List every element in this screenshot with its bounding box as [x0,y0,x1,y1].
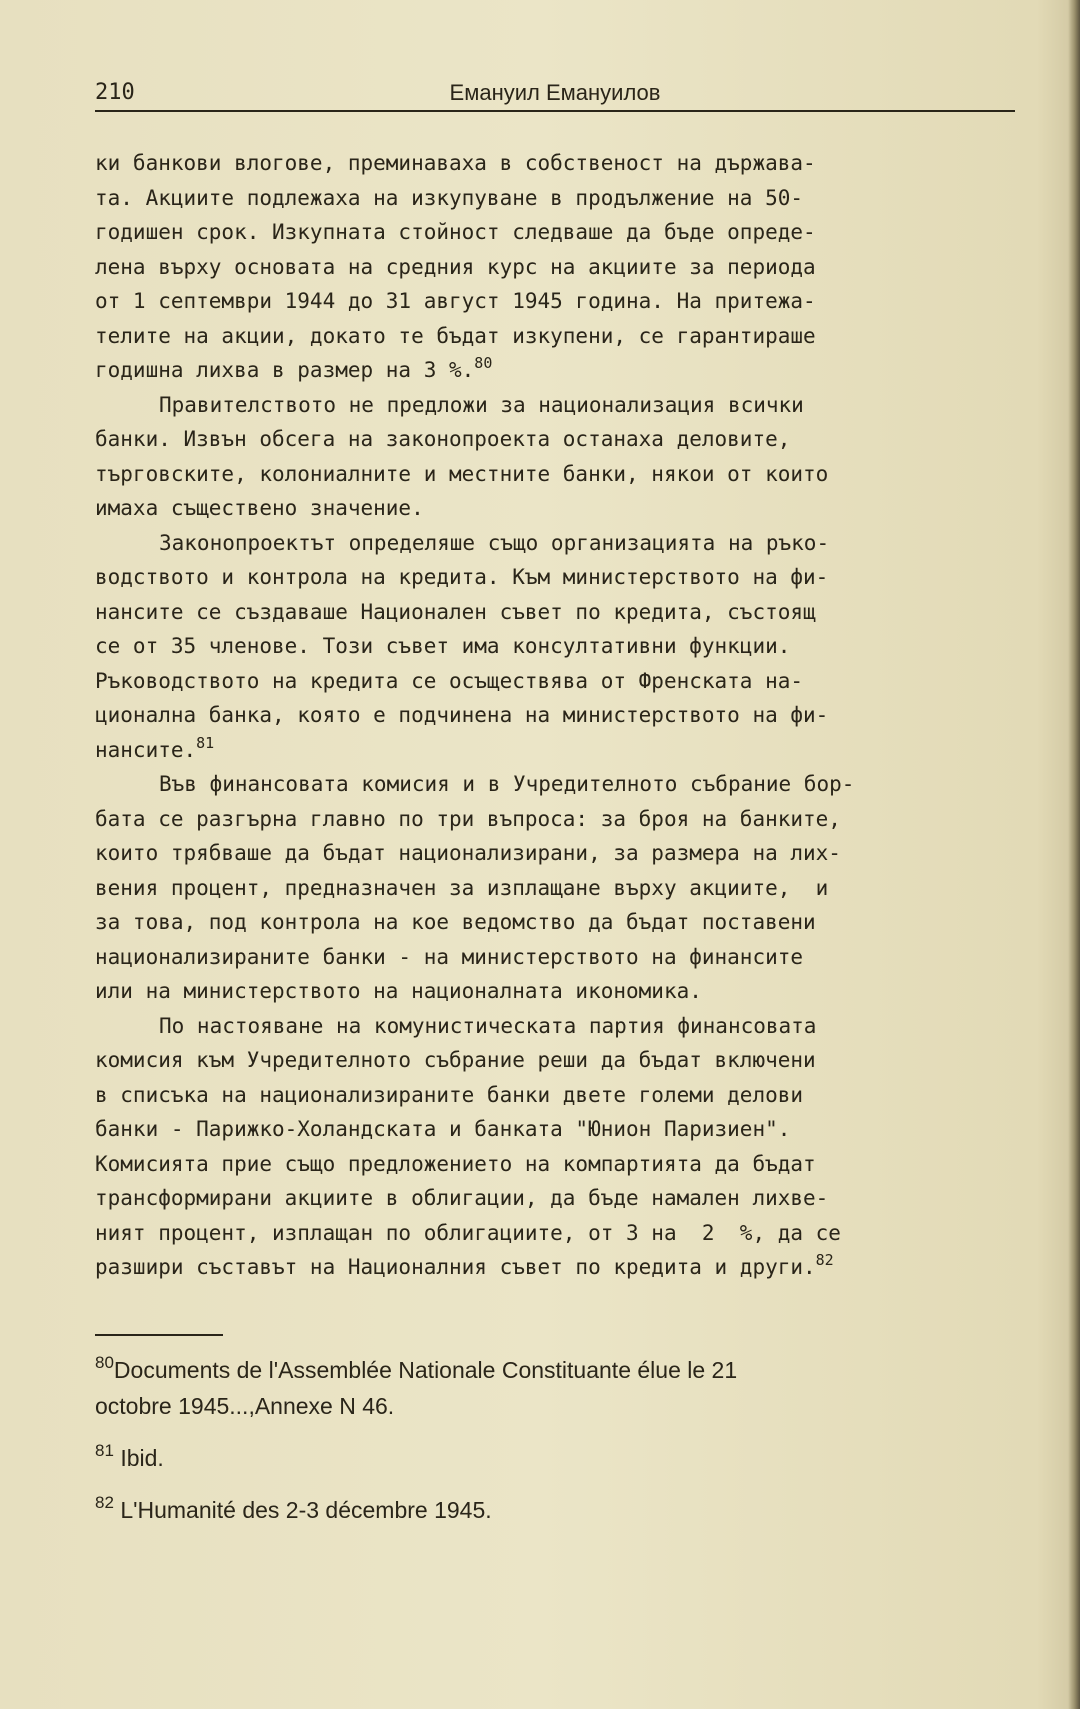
text-segment: годишна лихва в размер на 3 %. [95,358,475,382]
footnote-80 [95,1352,1035,1424]
text-line: нансите се създаваше Национален съвет по кредита, състоящ [95,599,816,624]
paragraph-2 [95,388,1035,526]
footnote-82 [95,1492,1035,1528]
text-line: Ръководството на кредита се осъществява от Френската на- [95,668,804,693]
text-line: та. Акциите подлежаха на изкупуване в продължение на 50- [95,185,804,210]
footnote-text: Ibid. [120,1445,164,1471]
running-head: Емануил Емануилов [449,80,661,105]
footnote-text: Documents de l'Assemblée Nationale Constituante élue le 21 [113,1357,738,1383]
footnote-line [95,1440,1035,1476]
text-segment: разшири съставът на Националния съвет по кредита и други. [95,1255,816,1279]
text-line: лена върху основата на средния курс на акциите за периода [95,254,816,279]
text-line: в списъка на национализираните банки двете големи делови [95,1082,804,1107]
text-line: се от 35 членове. Този съвет има консултативни функции. [95,634,791,658]
text-line: комисия към Учредителното събрание реши да бъдат включени [95,1048,816,1072]
text-line: от 1 септември 1944 до 31 август 1945 година. На притежа- [95,289,816,313]
text-line: Законопроектът определяше също организацията на ръко- [159,530,830,555]
text-line: търговските, колониалните и местните банки, някои от които [95,461,829,486]
footnote-81 [95,1440,1035,1476]
text-line: бата се разгърна главно по три въпроса: за броя на банките, [95,806,841,831]
text-line [95,1250,1035,1285]
text-line: По настояване на комунистическата партия финансовата [159,1013,817,1038]
footnote-number: 82 [95,1493,114,1512]
text-line: трансформирани акциите в облигации, да бъде намален лихве- [95,1186,829,1210]
text-segment: нансите. [95,737,197,762]
text-line: за това, под контрола на кое ведомство да бъдат поставени [95,910,816,934]
body-text [95,146,1035,1285]
footnote-ref-80: 80 [474,354,493,372]
text-line: Правителството не предложи за национализация всички [159,392,804,417]
text-line: ният процент, изплащан по облигациите, от 3 на 2 %, да се [95,1220,841,1245]
page-edge-shadow [1068,0,1080,1709]
footnote-line [95,1492,1035,1528]
text-line: или на министерството на националната икономика. [95,979,702,1003]
paragraph-5 [95,1009,1035,1285]
text-line: годишен срок. Изкупната стойност следваше да бъде опреде- [95,220,816,244]
text-line: ционална банка, която е подчинена на министерството на фи- [95,703,829,727]
text-line: банки - Парижко-Холандската и банката "Юнион Паризиен". [95,1117,791,1141]
text-line [95,353,1035,388]
text-line: национализираните банки - на министерството на финансите [95,944,804,969]
text-line [95,733,1035,768]
text-line: вения процент, предназначен за изплащане върху акциите, и [95,875,829,900]
footnote-line: octobre 1945...,Annexe N 46. [95,1393,395,1419]
paragraph-1 [95,146,1035,388]
footnotes [95,1352,1035,1528]
text-line: водството и контрола на кредита. Към министерството на фи- [95,565,829,589]
footnote-number: 80 [95,1353,114,1372]
footnote-divider [95,1334,223,1336]
text-line: банки. Извън обсега на законопроекта останаха деловите, [95,427,791,451]
footnote-text: L'Humanité des 2-3 décembre 1945. [120,1497,492,1523]
text-line: имаха съществено значение. [95,496,424,520]
text-line: ки банкови влогове, преминаваха в собственост на държава- [95,151,816,175]
page-header [95,78,1015,112]
footnote-number: 81 [95,1441,114,1460]
footnote-line [95,1352,1035,1388]
footnote-ref-82: 82 [815,1251,834,1269]
paragraph-3 [95,526,1035,768]
paragraph-4 [95,767,1035,1009]
text-line: телите на акции, докато те бъдат изкупени, се гарантираше [95,323,816,348]
text-line: Във финансовата комисия и в Учредителното събрание бор- [159,772,855,796]
text-line: Комисията прие също предложението на компартията да бъдат [95,1151,816,1176]
footnote-ref-81: 81 [196,733,215,752]
text-line: които трябваше да бъдат национализирани, за размера на лих- [95,841,841,865]
page-number: 210 [95,80,135,105]
